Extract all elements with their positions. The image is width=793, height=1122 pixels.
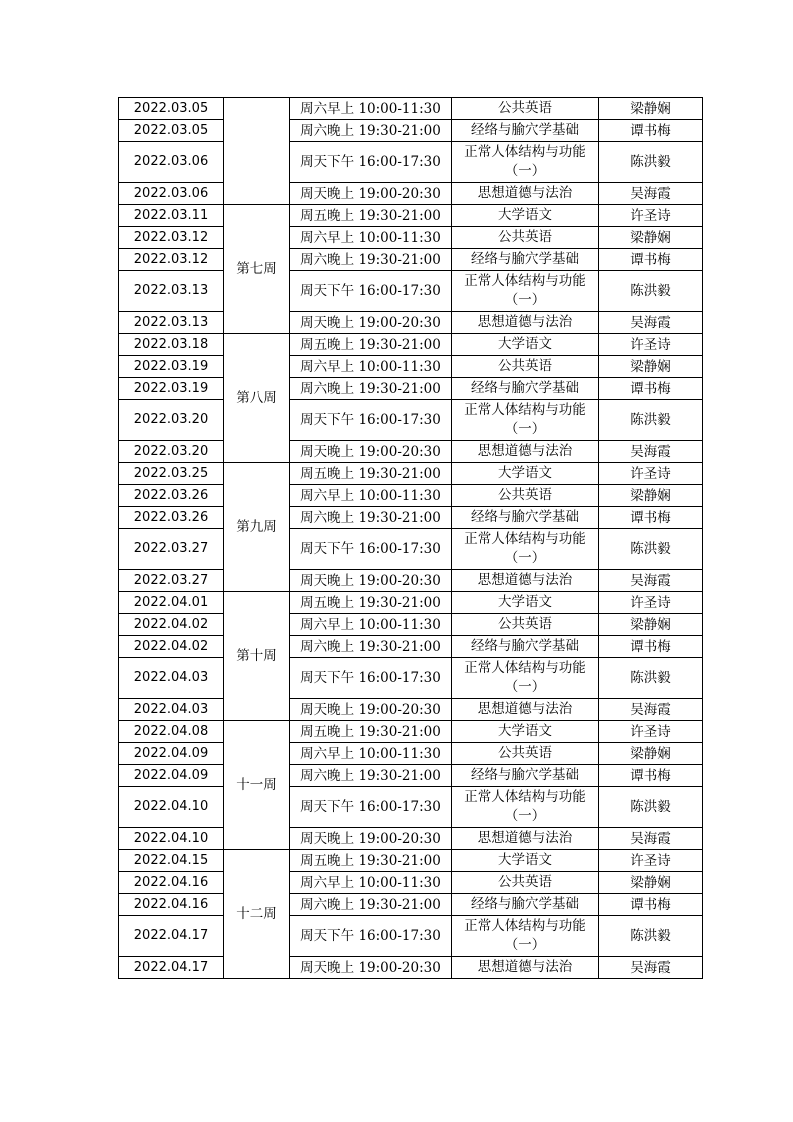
table-row bbox=[119, 636, 703, 658]
time-cell: 周六早上 10:00-11:30 bbox=[290, 98, 452, 120]
course-cell: 经络与腧穴学基础 bbox=[452, 249, 599, 271]
teacher-cell: 陈洪毅 bbox=[599, 400, 703, 441]
teacher-cell: 谭书梅 bbox=[599, 894, 703, 916]
date-cell: 2022.04.03 bbox=[119, 658, 224, 699]
time-cell: 周天下午 16:00-17:30 bbox=[290, 787, 452, 828]
course-cell: 思想道德与法治 bbox=[452, 570, 599, 592]
time-cell: 周五晚上 19:30-21:00 bbox=[290, 721, 452, 743]
time-cell: 周天晚上 19:00-20:30 bbox=[290, 183, 452, 205]
date-cell: 2022.03.12 bbox=[119, 249, 224, 271]
teacher-cell: 谭书梅 bbox=[599, 636, 703, 658]
time-cell: 周天下午 16:00-17:30 bbox=[290, 271, 452, 312]
week-cell: 十一周 bbox=[224, 721, 290, 850]
teacher-cell: 吴海霞 bbox=[599, 957, 703, 979]
course-cell: 正常人体结构与功能（一） bbox=[452, 916, 599, 957]
table-row bbox=[119, 98, 703, 120]
date-cell: 2022.04.16 bbox=[119, 894, 224, 916]
table-row bbox=[119, 378, 703, 400]
course-cell: 经络与腧穴学基础 bbox=[452, 120, 599, 142]
time-cell: 周五晚上 19:30-21:00 bbox=[290, 850, 452, 872]
course-cell: 公共英语 bbox=[452, 98, 599, 120]
table-row bbox=[119, 249, 703, 271]
teacher-cell: 梁静娴 bbox=[599, 356, 703, 378]
date-cell: 2022.04.03 bbox=[119, 699, 224, 721]
teacher-cell: 吴海霞 bbox=[599, 570, 703, 592]
table-row bbox=[119, 765, 703, 787]
time-cell: 周六早上 10:00-11:30 bbox=[290, 485, 452, 507]
table-row bbox=[119, 658, 703, 699]
table-row bbox=[119, 872, 703, 894]
course-cell: 思想道德与法治 bbox=[452, 183, 599, 205]
time-cell: 周六晚上 19:30-21:00 bbox=[290, 507, 452, 529]
course-cell: 大学语文 bbox=[452, 850, 599, 872]
date-cell: 2022.04.10 bbox=[119, 787, 224, 828]
date-cell: 2022.03.26 bbox=[119, 485, 224, 507]
schedule-table bbox=[118, 97, 703, 979]
teacher-cell: 谭书梅 bbox=[599, 765, 703, 787]
course-cell: 经络与腧穴学基础 bbox=[452, 636, 599, 658]
teacher-cell: 许圣诗 bbox=[599, 592, 703, 614]
date-cell: 2022.03.27 bbox=[119, 570, 224, 592]
teacher-cell: 梁静娴 bbox=[599, 743, 703, 765]
table-row bbox=[119, 463, 703, 485]
time-cell: 周天下午 16:00-17:30 bbox=[290, 658, 452, 699]
week-cell: 第九周 bbox=[224, 463, 290, 592]
time-cell: 周六早上 10:00-11:30 bbox=[290, 872, 452, 894]
time-cell: 周天晚上 19:00-20:30 bbox=[290, 699, 452, 721]
date-cell: 2022.04.02 bbox=[119, 636, 224, 658]
teacher-cell: 陈洪毅 bbox=[599, 142, 703, 183]
date-cell: 2022.03.20 bbox=[119, 400, 224, 441]
date-cell: 2022.04.09 bbox=[119, 765, 224, 787]
teacher-cell: 谭书梅 bbox=[599, 507, 703, 529]
table-row bbox=[119, 334, 703, 356]
course-cell: 大学语文 bbox=[452, 334, 599, 356]
course-cell: 正常人体结构与功能（一） bbox=[452, 529, 599, 570]
table-row bbox=[119, 205, 703, 227]
week-cell bbox=[224, 98, 290, 205]
course-cell: 大学语文 bbox=[452, 463, 599, 485]
table-row bbox=[119, 721, 703, 743]
date-cell: 2022.04.17 bbox=[119, 957, 224, 979]
date-cell: 2022.04.02 bbox=[119, 614, 224, 636]
teacher-cell: 许圣诗 bbox=[599, 205, 703, 227]
table-row bbox=[119, 312, 703, 334]
table-row bbox=[119, 614, 703, 636]
teacher-cell: 陈洪毅 bbox=[599, 658, 703, 699]
time-cell: 周天晚上 19:00-20:30 bbox=[290, 312, 452, 334]
teacher-cell: 吴海霞 bbox=[599, 699, 703, 721]
table-row bbox=[119, 850, 703, 872]
course-cell: 公共英语 bbox=[452, 743, 599, 765]
table-row bbox=[119, 916, 703, 957]
teacher-cell: 许圣诗 bbox=[599, 463, 703, 485]
teacher-cell: 吴海霞 bbox=[599, 828, 703, 850]
course-cell: 经络与腧穴学基础 bbox=[452, 378, 599, 400]
course-cell: 思想道德与法治 bbox=[452, 828, 599, 850]
date-cell: 2022.03.05 bbox=[119, 98, 224, 120]
week-cell: 十二周 bbox=[224, 850, 290, 979]
table-row bbox=[119, 743, 703, 765]
date-cell: 2022.03.19 bbox=[119, 356, 224, 378]
time-cell: 周六早上 10:00-11:30 bbox=[290, 227, 452, 249]
date-cell: 2022.04.08 bbox=[119, 721, 224, 743]
time-cell: 周天晚上 19:00-20:30 bbox=[290, 570, 452, 592]
date-cell: 2022.03.20 bbox=[119, 441, 224, 463]
time-cell: 周五晚上 19:30-21:00 bbox=[290, 205, 452, 227]
teacher-cell: 谭书梅 bbox=[599, 249, 703, 271]
time-cell: 周天下午 16:00-17:30 bbox=[290, 916, 452, 957]
time-cell: 周天晚上 19:00-20:30 bbox=[290, 441, 452, 463]
course-cell: 正常人体结构与功能（一） bbox=[452, 658, 599, 699]
time-cell: 周天晚上 19:00-20:30 bbox=[290, 828, 452, 850]
schedule-body bbox=[119, 98, 703, 979]
teacher-cell: 吴海霞 bbox=[599, 312, 703, 334]
date-cell: 2022.03.27 bbox=[119, 529, 224, 570]
teacher-cell: 吴海霞 bbox=[599, 441, 703, 463]
date-cell: 2022.04.15 bbox=[119, 850, 224, 872]
course-cell: 正常人体结构与功能（一） bbox=[452, 787, 599, 828]
course-cell: 正常人体结构与功能（一） bbox=[452, 400, 599, 441]
table-row bbox=[119, 592, 703, 614]
course-cell: 公共英语 bbox=[452, 227, 599, 249]
date-cell: 2022.03.06 bbox=[119, 183, 224, 205]
date-cell: 2022.03.25 bbox=[119, 463, 224, 485]
course-cell: 思想道德与法治 bbox=[452, 957, 599, 979]
table-row bbox=[119, 183, 703, 205]
time-cell: 周六早上 10:00-11:30 bbox=[290, 356, 452, 378]
table-row bbox=[119, 828, 703, 850]
table-row bbox=[119, 787, 703, 828]
date-cell: 2022.04.09 bbox=[119, 743, 224, 765]
table-row bbox=[119, 356, 703, 378]
date-cell: 2022.03.06 bbox=[119, 142, 224, 183]
course-cell: 正常人体结构与功能（一） bbox=[452, 271, 599, 312]
date-cell: 2022.04.01 bbox=[119, 592, 224, 614]
table-row bbox=[119, 894, 703, 916]
course-cell: 公共英语 bbox=[452, 872, 599, 894]
course-cell: 大学语文 bbox=[452, 592, 599, 614]
time-cell: 周六晚上 19:30-21:00 bbox=[290, 120, 452, 142]
course-cell: 大学语文 bbox=[452, 721, 599, 743]
table-row bbox=[119, 485, 703, 507]
week-cell: 第八周 bbox=[224, 334, 290, 463]
time-cell: 周天下午 16:00-17:30 bbox=[290, 142, 452, 183]
teacher-cell: 谭书梅 bbox=[599, 120, 703, 142]
table-row bbox=[119, 271, 703, 312]
time-cell: 周五晚上 19:30-21:00 bbox=[290, 334, 452, 356]
time-cell: 周五晚上 19:30-21:00 bbox=[290, 463, 452, 485]
date-cell: 2022.03.26 bbox=[119, 507, 224, 529]
teacher-cell: 谭书梅 bbox=[599, 378, 703, 400]
table-row bbox=[119, 441, 703, 463]
time-cell: 周天晚上 19:00-20:30 bbox=[290, 957, 452, 979]
table-row bbox=[119, 699, 703, 721]
date-cell: 2022.03.19 bbox=[119, 378, 224, 400]
time-cell: 周六晚上 19:30-21:00 bbox=[290, 378, 452, 400]
date-cell: 2022.03.13 bbox=[119, 312, 224, 334]
time-cell: 周六早上 10:00-11:30 bbox=[290, 614, 452, 636]
date-cell: 2022.03.18 bbox=[119, 334, 224, 356]
teacher-cell: 梁静娴 bbox=[599, 614, 703, 636]
course-cell: 思想道德与法治 bbox=[452, 441, 599, 463]
time-cell: 周天下午 16:00-17:30 bbox=[290, 400, 452, 441]
time-cell: 周天下午 16:00-17:30 bbox=[290, 529, 452, 570]
teacher-cell: 许圣诗 bbox=[599, 850, 703, 872]
date-cell: 2022.04.10 bbox=[119, 828, 224, 850]
table-row bbox=[119, 957, 703, 979]
teacher-cell: 吴海霞 bbox=[599, 183, 703, 205]
time-cell: 周六早上 10:00-11:30 bbox=[290, 743, 452, 765]
teacher-cell: 陈洪毅 bbox=[599, 271, 703, 312]
time-cell: 周六晚上 19:30-21:00 bbox=[290, 249, 452, 271]
teacher-cell: 许圣诗 bbox=[599, 334, 703, 356]
course-cell: 正常人体结构与功能（一） bbox=[452, 142, 599, 183]
table-row bbox=[119, 570, 703, 592]
teacher-cell: 梁静娴 bbox=[599, 98, 703, 120]
table-row bbox=[119, 529, 703, 570]
teacher-cell: 陈洪毅 bbox=[599, 529, 703, 570]
course-cell: 经络与腧穴学基础 bbox=[452, 765, 599, 787]
teacher-cell: 许圣诗 bbox=[599, 721, 703, 743]
teacher-cell: 梁静娴 bbox=[599, 485, 703, 507]
course-cell: 思想道德与法治 bbox=[452, 699, 599, 721]
table-row bbox=[119, 120, 703, 142]
course-cell: 公共英语 bbox=[452, 485, 599, 507]
date-cell: 2022.04.17 bbox=[119, 916, 224, 957]
date-cell: 2022.03.05 bbox=[119, 120, 224, 142]
time-cell: 周六晚上 19:30-21:00 bbox=[290, 765, 452, 787]
teacher-cell: 梁静娴 bbox=[599, 227, 703, 249]
week-cell: 第七周 bbox=[224, 205, 290, 334]
time-cell: 周六晚上 19:30-21:00 bbox=[290, 636, 452, 658]
course-cell: 大学语文 bbox=[452, 205, 599, 227]
date-cell: 2022.03.13 bbox=[119, 271, 224, 312]
course-cell: 公共英语 bbox=[452, 614, 599, 636]
course-cell: 思想道德与法治 bbox=[452, 312, 599, 334]
course-cell: 经络与腧穴学基础 bbox=[452, 507, 599, 529]
table-row bbox=[119, 142, 703, 183]
table-row bbox=[119, 400, 703, 441]
date-cell: 2022.04.16 bbox=[119, 872, 224, 894]
date-cell: 2022.03.12 bbox=[119, 227, 224, 249]
time-cell: 周五晚上 19:30-21:00 bbox=[290, 592, 452, 614]
course-cell: 公共英语 bbox=[452, 356, 599, 378]
teacher-cell: 陈洪毅 bbox=[599, 916, 703, 957]
table-row bbox=[119, 507, 703, 529]
date-cell: 2022.03.11 bbox=[119, 205, 224, 227]
teacher-cell: 梁静娴 bbox=[599, 872, 703, 894]
table-row bbox=[119, 227, 703, 249]
week-cell: 第十周 bbox=[224, 592, 290, 721]
time-cell: 周六晚上 19:30-21:00 bbox=[290, 894, 452, 916]
course-cell: 经络与腧穴学基础 bbox=[452, 894, 599, 916]
teacher-cell: 陈洪毅 bbox=[599, 787, 703, 828]
